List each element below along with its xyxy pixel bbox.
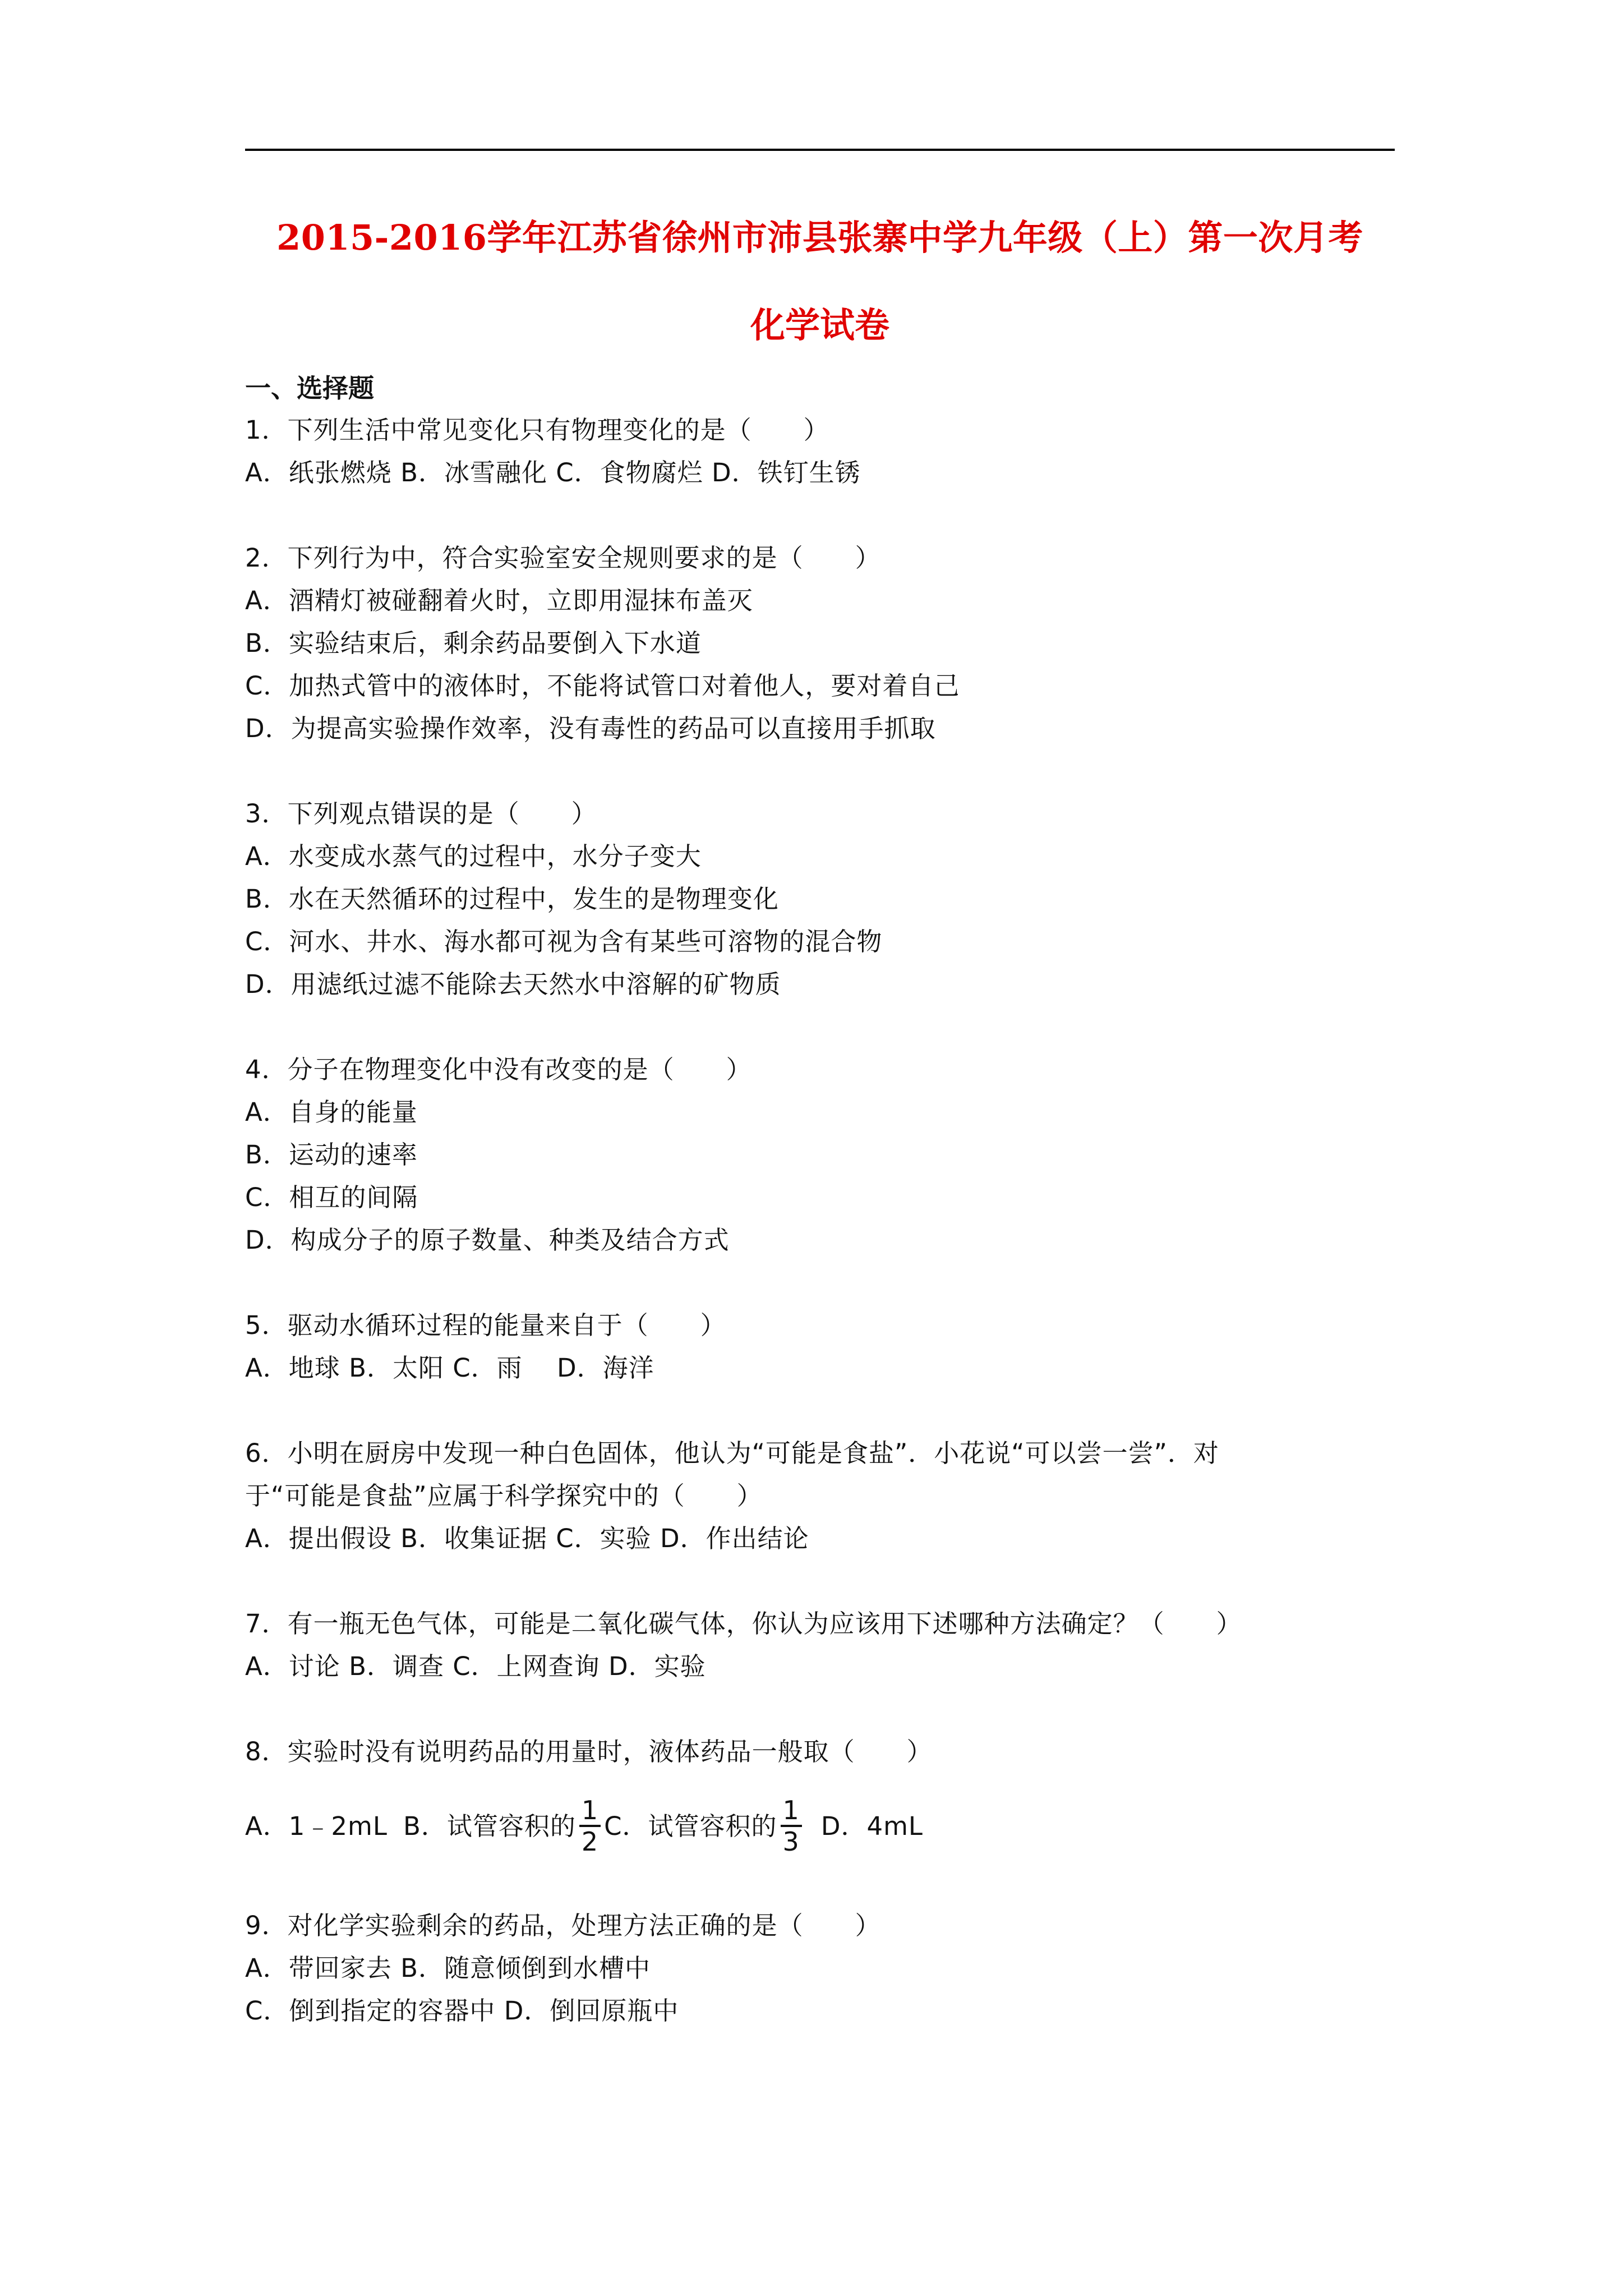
question-2-option-a: A．酒精灯被碰翻着火时，立即用湿抹布盖灭 <box>245 586 753 615</box>
question-5-stem: 5．驱动水循环过程的能量来自于（ ） <box>245 1310 726 1340</box>
fraction-one-half <box>579 1796 601 1856</box>
header-rule <box>245 149 1395 151</box>
question-1-options: A．纸张燃烧 B．冰雪融化 C．食物腐烂 D．铁钉生锈 <box>245 458 861 487</box>
question-7-stem: 7．有一瓶无色气体，可能是二氧化碳气体，你认为应该用下述哪种方法确定？（ ） <box>245 1609 1242 1639</box>
fraction-denominator: 3 <box>782 1826 800 1857</box>
question-4-option-d: D．构成分子的原子数量、种类及结合方式 <box>245 1225 730 1255</box>
question-8-stem: 8．实验时没有说明药品的用量时，液体药品一般取（ ） <box>245 1737 933 1766</box>
question-8-option-a: A．1﹣2mL <box>245 1811 388 1841</box>
question-7-options: A．讨论 B．调查 C．上网查询 D．实验 <box>245 1651 706 1681</box>
question-4-option-c: C．相互的间隔 <box>245 1182 418 1212</box>
question-3-stem: 3．下列观点错误的是（ ） <box>245 799 597 829</box>
question-2-stem: 2．下列行为中，符合实验室安全规则要求的是（ ） <box>245 543 881 573</box>
question-9-stem: 9．对化学实验剩余的药品，处理方法正确的是（ ） <box>245 1911 881 1940</box>
section-heading: 一、选择题 <box>245 373 374 403</box>
exam-title-line2: 化学试卷 <box>750 305 889 346</box>
question-6-stem: 6．小明在厨房中发现一种白色固体，他认为“可能是食盐”．小花说“可以尝一尝”．对 <box>245 1438 1219 1468</box>
question-3-option-c: C．河水、井水、海水都可视为含有某些可溶物的混合物 <box>245 927 883 956</box>
question-3-option-a: A．水变成水蒸气的过程中，水分子变大 <box>245 841 702 871</box>
question-4-option-b: B．运动的速率 <box>245 1140 418 1170</box>
exam-title-line1: 2015-2016学年江苏省徐州市沛县张寨中学九年级（上）第一次月考 <box>276 217 1363 258</box>
question-2-option-b: B．实验结束后，剩余药品要倒入下水道 <box>245 628 702 658</box>
question-4-stem: 4．分子在物理变化中没有改变的是（ ） <box>245 1055 752 1084</box>
question-1-stem: 1．下列生活中常见变化只有物理变化的是（ ） <box>245 415 829 445</box>
question-8-options <box>245 1795 924 1858</box>
question-3-option-b: B．水在天然循环的过程中，发生的是物理变化 <box>245 884 779 914</box>
fraction-numerator: 1 <box>781 1796 802 1827</box>
question-9-options-cd: C．倒到指定的容器中 D．倒回原瓶中 <box>245 1996 679 2026</box>
question-6-stem-continued: 于“可能是食盐”应属于科学探究中的（ ） <box>245 1481 763 1511</box>
question-8-option-b: B．试管容积的 <box>403 1811 576 1841</box>
question-8-option-d: D．4mL <box>820 1811 924 1841</box>
question-2-option-c: C．加热式管中的液体时，不能将试管口对着他人，要对着自己 <box>245 671 960 701</box>
fraction-denominator: 2 <box>581 1826 599 1857</box>
question-2-option-d: D．为提高实验操作效率，没有毒性的药品可以直接用手抓取 <box>245 714 936 743</box>
question-3-option-d: D．用滤纸过滤不能除去天然水中溶解的矿物质 <box>245 969 781 999</box>
question-9-options-ab: A．带回家去 B．随意倾倒到水槽中 <box>245 1953 651 1983</box>
question-8-option-c: C．试管容积的 <box>604 1811 777 1841</box>
question-6-options: A．提出假设 B．收集证据 C．实验 D．作出结论 <box>245 1524 809 1553</box>
question-5-options: A．地球 B．太阳 C．雨 D．海洋 <box>245 1353 654 1383</box>
fraction-numerator: 1 <box>579 1796 601 1827</box>
fraction-one-third <box>781 1796 802 1856</box>
question-4-option-a: A．自身的能量 <box>245 1097 418 1127</box>
